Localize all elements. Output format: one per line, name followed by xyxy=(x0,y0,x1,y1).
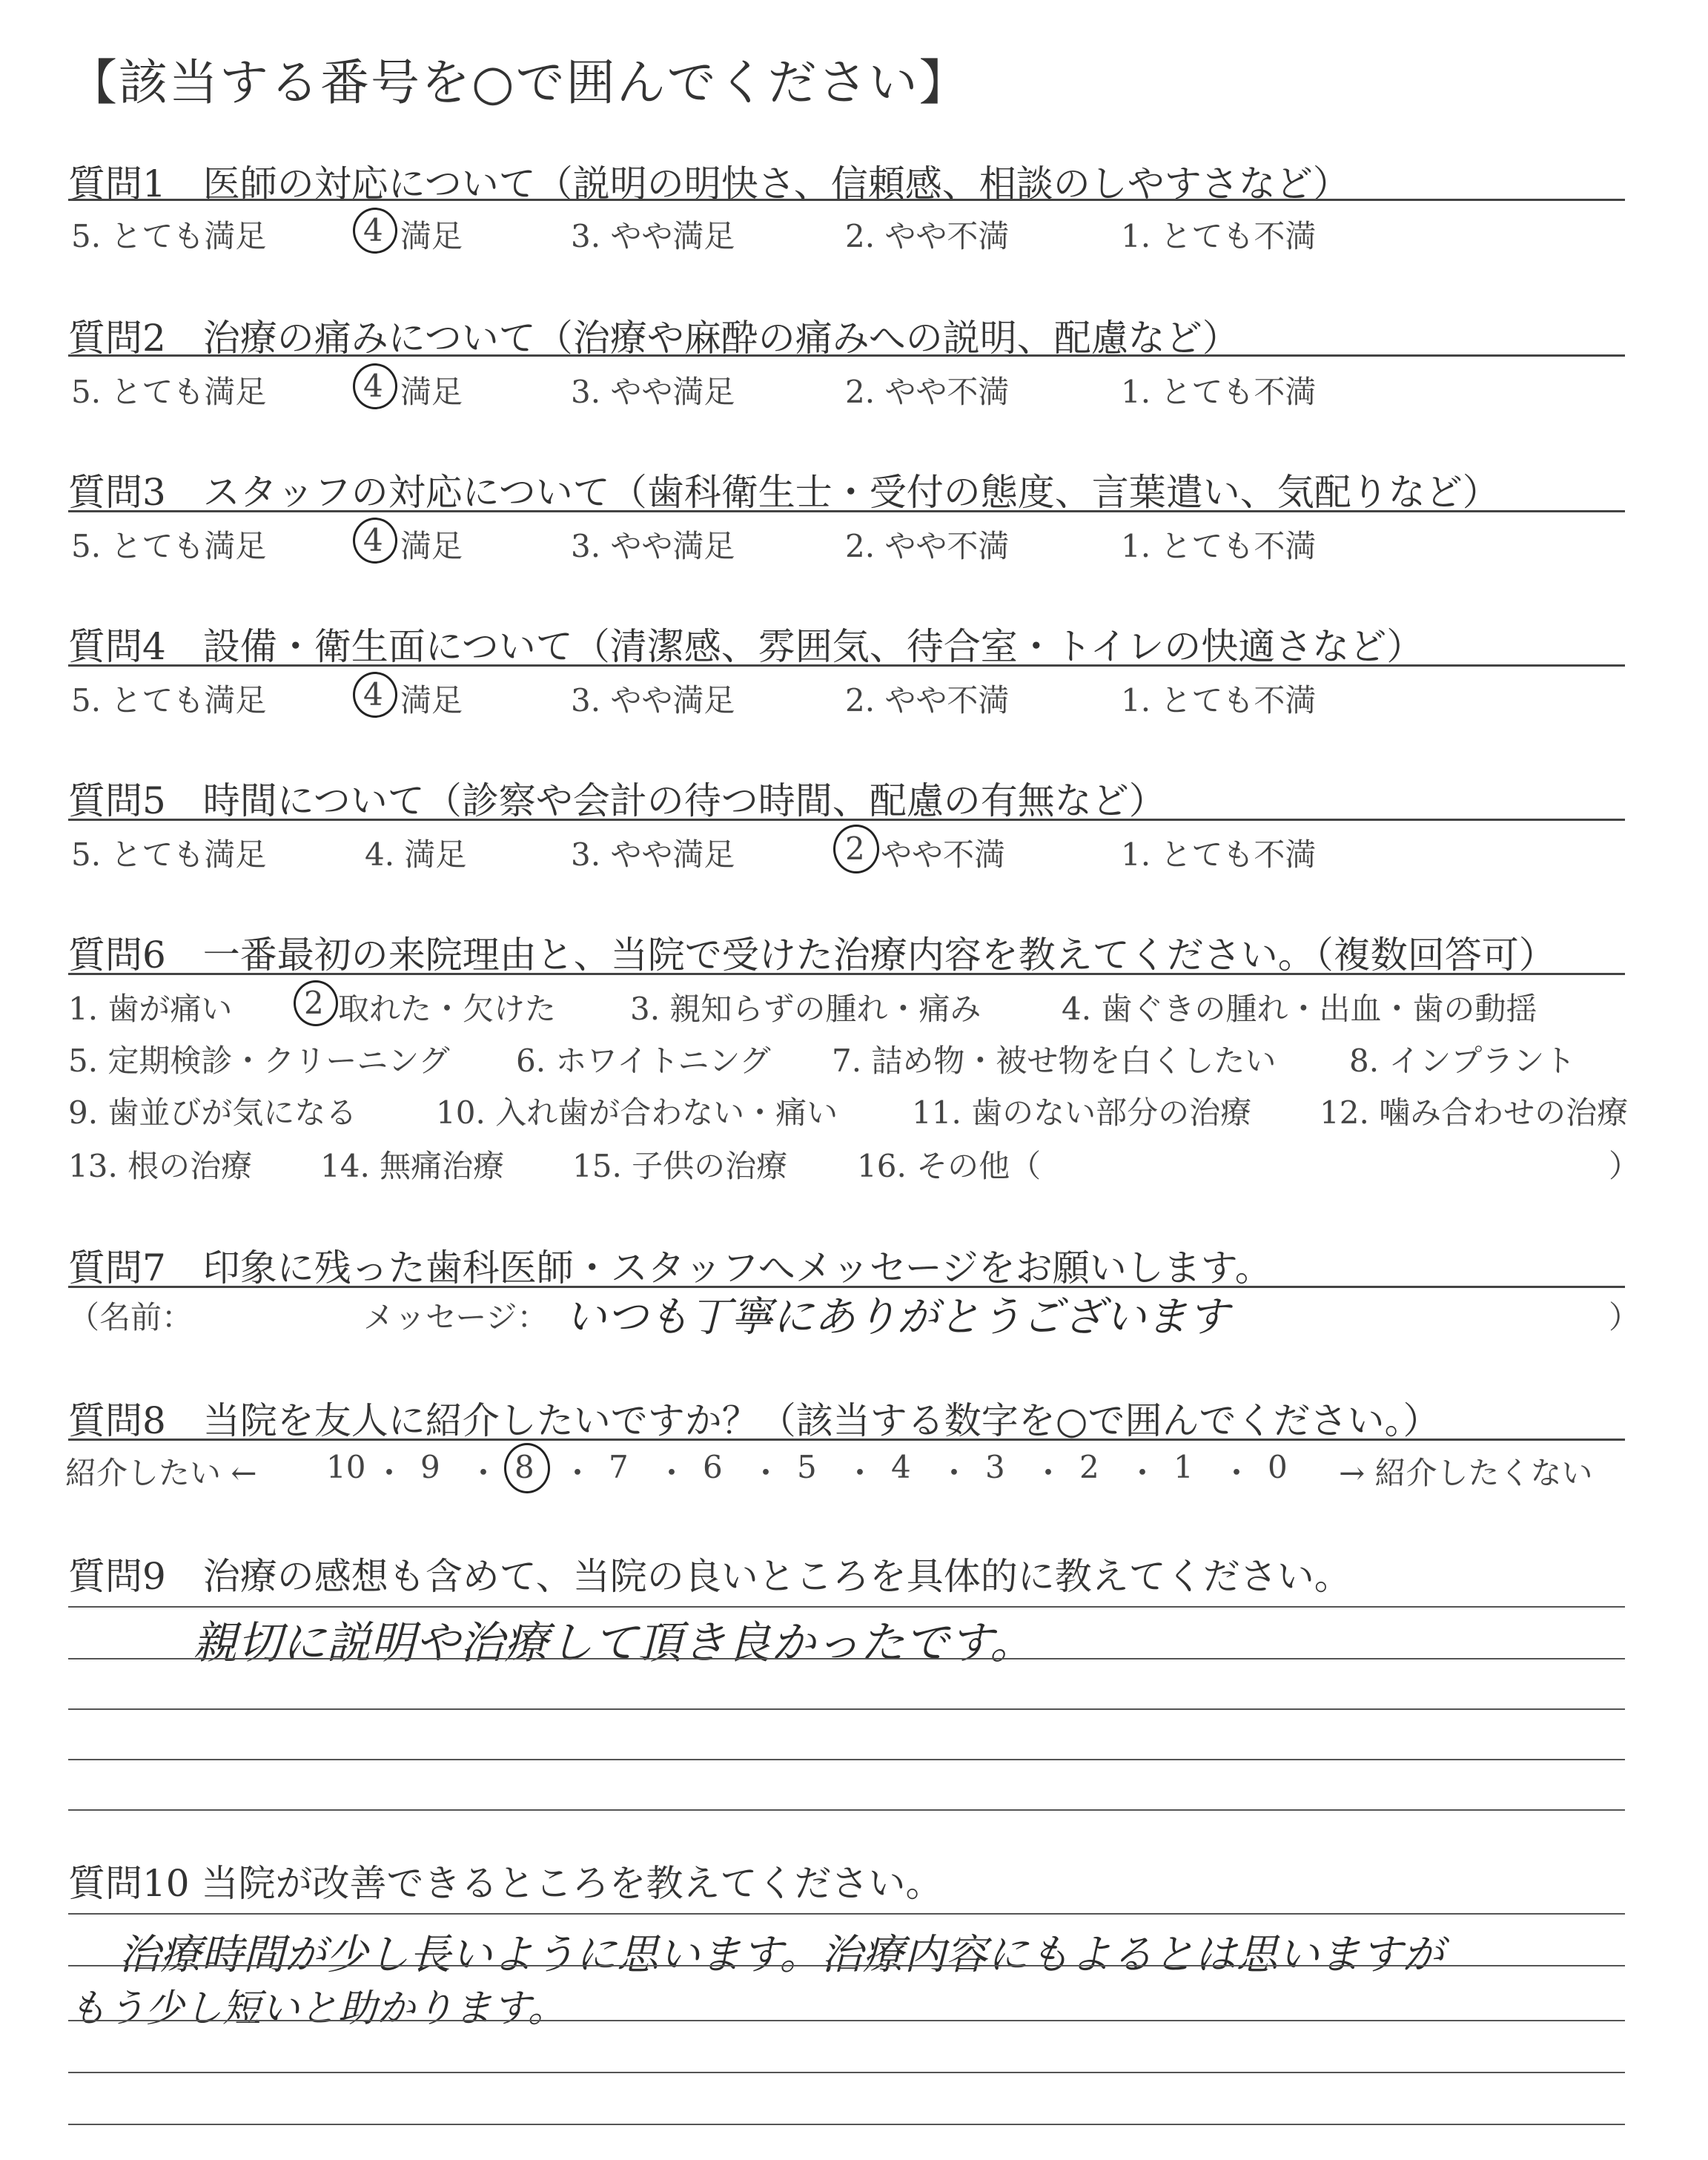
selection-circle xyxy=(504,1443,550,1493)
q6-option-13[interactable]: 13. 根の治療 xyxy=(68,1148,253,1184)
divider xyxy=(68,973,1625,975)
scale-number[interactable]: 9 xyxy=(420,1449,440,1485)
q5-option-1[interactable]: 1. とても不満 xyxy=(1121,836,1317,873)
q6-option-10[interactable]: 10. 入れ歯が合わない・痛い xyxy=(436,1094,838,1131)
selection-circle xyxy=(353,208,397,254)
q3-option-2[interactable]: 2. やや不満 xyxy=(845,528,1010,564)
divider xyxy=(68,354,1625,357)
scale-number[interactable]: 5 xyxy=(797,1449,817,1485)
q10-answer-handwritten-line1: 治療時間が少し長いように思います。治療内容にもよるとは思いますが xyxy=(119,1931,1444,1979)
scale-separator: ・ xyxy=(468,1455,500,1491)
scale-separator: ・ xyxy=(656,1455,688,1491)
q6-option-7[interactable]: 7. 詰め物・被せ物を白くしたい xyxy=(832,1043,1277,1079)
q6-option-3[interactable]: 3. 親知らずの腫れ・痛み xyxy=(630,991,982,1027)
question-10-title: 質問10 当院が改善できるところを教えてください。 xyxy=(68,1862,943,1905)
scale-number[interactable]: 6 xyxy=(703,1449,723,1485)
scale-separator: ・ xyxy=(844,1455,876,1491)
divider xyxy=(68,819,1625,821)
answer-line xyxy=(68,1658,1625,1659)
question-9-title: 質問9 治療の感想も含めて、当院の良いところを具体的に教えてください。 xyxy=(68,1555,1351,1598)
question-2-title: 質問2 治療の痛みについて（治療や麻酔の痛みへの説明、配慮など） xyxy=(68,317,1239,360)
q6-option-4[interactable]: 4. 歯ぐきの腫れ・出血・歯の動揺 xyxy=(1062,991,1537,1027)
answer-line xyxy=(68,2072,1625,2073)
q4-option-2[interactable]: 2. やや不満 xyxy=(845,682,1010,719)
q3-option-1[interactable]: 1. とても不満 xyxy=(1121,528,1317,564)
divider xyxy=(68,664,1625,667)
answer-line xyxy=(68,2124,1625,2125)
q6-option-2-number[interactable]: 2 xyxy=(304,985,324,1021)
q7-message-handwritten: いつも丁寧にありがとうございます xyxy=(565,1293,1229,1341)
question-1-title: 質問1 医師の対応について（説明の明快さ、信頼感、相談のしやすさなど） xyxy=(68,162,1350,205)
selection-circle xyxy=(353,672,397,718)
q4-option-5[interactable]: 5. とても満足 xyxy=(71,682,267,719)
question-3-title: 質問3 スタッフの対応について（歯科衛生士・受付の態度、言葉遣い、気配りなど） xyxy=(68,471,1500,514)
question-8-title: 質問8 当院を友人に紹介したいですか？（該当する数字を○で囲んでください。） xyxy=(68,1399,1440,1442)
question-6-title: 質問6 一番最初の来院理由と、当院で受けた治療内容を教えてください。（複数回答可） xyxy=(68,934,1556,977)
scale-number[interactable]: 3 xyxy=(985,1449,1005,1485)
q10-answer-handwritten-line2: もう少し短いと助かります。 xyxy=(68,1986,566,2031)
q5-option-2[interactable]: やや不満 xyxy=(881,836,1006,873)
q1-option-3[interactable]: 3. やや満足 xyxy=(571,218,735,254)
q6-other-close: ） xyxy=(1609,1148,1641,1184)
q2-option-5[interactable]: 5. とても満足 xyxy=(71,374,267,410)
question-7-title: 質問7 印象に残った歯科医師・スタッフへメッセージをお願いします。 xyxy=(68,1246,1272,1289)
q2-option-4[interactable]: 満足 xyxy=(400,374,463,410)
answer-line xyxy=(68,1809,1625,1811)
answer-line xyxy=(68,2020,1625,2021)
q9-answer-handwritten: 親切に説明や治療して頂き良かったです。 xyxy=(193,1617,1035,1669)
scale-separator: ・ xyxy=(1033,1455,1065,1491)
q2-option-3[interactable]: 3. やや満足 xyxy=(571,374,735,410)
scale-number[interactable]: 10 xyxy=(326,1449,366,1485)
scale-number[interactable]: 2 xyxy=(1079,1449,1099,1485)
answer-line xyxy=(68,1913,1625,1915)
selection-circle xyxy=(353,363,397,409)
scale-separator: ・ xyxy=(1221,1455,1253,1491)
scale-number[interactable]: 4 xyxy=(891,1449,911,1485)
scale-number[interactable]: 0 xyxy=(1268,1449,1288,1485)
q6-option-12[interactable]: 12. 噛み合わせの治療 xyxy=(1320,1094,1629,1131)
q5-option-4[interactable]: 4. 満足 xyxy=(365,836,467,873)
q2-option-2[interactable]: 2. やや不満 xyxy=(845,374,1010,410)
q6-option-8[interactable]: 8. インプラント xyxy=(1349,1043,1576,1079)
q4-option-4-number[interactable]: 4 xyxy=(363,676,383,713)
q6-option-1[interactable]: 1. 歯が痛い xyxy=(68,991,233,1027)
q6-option-16[interactable]: 16. その他（ xyxy=(857,1148,1042,1184)
q2-option-4-number[interactable]: 4 xyxy=(363,368,383,404)
scale-number[interactable]: 8 xyxy=(514,1449,534,1485)
answer-line xyxy=(68,1708,1625,1710)
q5-option-2-number[interactable]: 2 xyxy=(845,830,865,867)
q6-option-15[interactable]: 15. 子供の治療 xyxy=(572,1148,788,1184)
q2-option-1[interactable]: 1. とても不満 xyxy=(1121,374,1317,410)
question-4-title: 質問4 設備・衛生面について（清潔感、雰囲気、待合室・トイレの快適さなど） xyxy=(68,625,1424,668)
q3-option-4[interactable]: 満足 xyxy=(400,528,463,564)
scale-separator: ・ xyxy=(939,1455,970,1491)
q4-option-1[interactable]: 1. とても不満 xyxy=(1121,682,1317,719)
scale-number[interactable]: 7 xyxy=(609,1449,629,1485)
q1-option-1[interactable]: 1. とても不満 xyxy=(1121,218,1317,254)
q6-option-6[interactable]: 6. ホワイトニング xyxy=(516,1043,771,1079)
answer-line xyxy=(68,1965,1625,1966)
q3-option-3[interactable]: 3. やや満足 xyxy=(571,528,735,564)
q1-option-4-number[interactable]: 4 xyxy=(363,212,383,248)
q4-option-3[interactable]: 3. やや満足 xyxy=(571,682,735,719)
scale-number[interactable]: 1 xyxy=(1174,1449,1194,1485)
q3-option-5[interactable]: 5. とても満足 xyxy=(71,528,267,564)
selection-circle xyxy=(353,518,397,564)
selection-circle xyxy=(294,980,338,1026)
q1-option-2[interactable]: 2. やや不満 xyxy=(845,218,1010,254)
scale-separator: ・ xyxy=(750,1455,782,1491)
q4-option-4[interactable]: 満足 xyxy=(400,682,463,719)
selection-circle xyxy=(833,825,879,873)
scale-separator: ・ xyxy=(562,1455,594,1491)
q5-option-3[interactable]: 3. やや満足 xyxy=(571,836,735,873)
q1-option-4[interactable]: 満足 xyxy=(400,218,463,254)
q1-option-5[interactable]: 5. とても満足 xyxy=(71,218,267,254)
q3-option-4-number[interactable]: 4 xyxy=(363,522,383,558)
answer-line xyxy=(68,1759,1625,1760)
q6-option-2[interactable]: 取れた・欠けた xyxy=(338,991,557,1027)
q7-message-label: メッセージ： xyxy=(363,1299,549,1335)
divider xyxy=(68,1439,1625,1441)
divider xyxy=(68,199,1625,201)
q6-option-11[interactable]: 11. 歯のない部分の治療 xyxy=(912,1094,1252,1131)
q7-close: ） xyxy=(1609,1299,1641,1335)
q5-option-5[interactable]: 5. とても満足 xyxy=(71,836,267,873)
q6-option-9[interactable]: 9. 歯並びが気になる xyxy=(68,1094,357,1131)
q6-option-5[interactable]: 5. 定期検診・クリーニング xyxy=(68,1043,450,1079)
scale-separator: ・ xyxy=(1127,1455,1159,1491)
q8-right-label: → 紹介したくない xyxy=(1339,1455,1593,1491)
q6-option-14[interactable]: 14. 無痛治療 xyxy=(320,1148,505,1184)
question-5-title: 質問5 時間について（診察や会計の待つ時間、配慮の有無など） xyxy=(68,779,1166,822)
divider xyxy=(68,510,1625,512)
page-header: 【該当する番号を○で囲んでください】 xyxy=(68,54,970,111)
q8-left-label: 紹介したい ← xyxy=(65,1455,257,1491)
scale-separator: ・ xyxy=(374,1455,406,1491)
q7-name-label: （名前： xyxy=(68,1299,193,1335)
